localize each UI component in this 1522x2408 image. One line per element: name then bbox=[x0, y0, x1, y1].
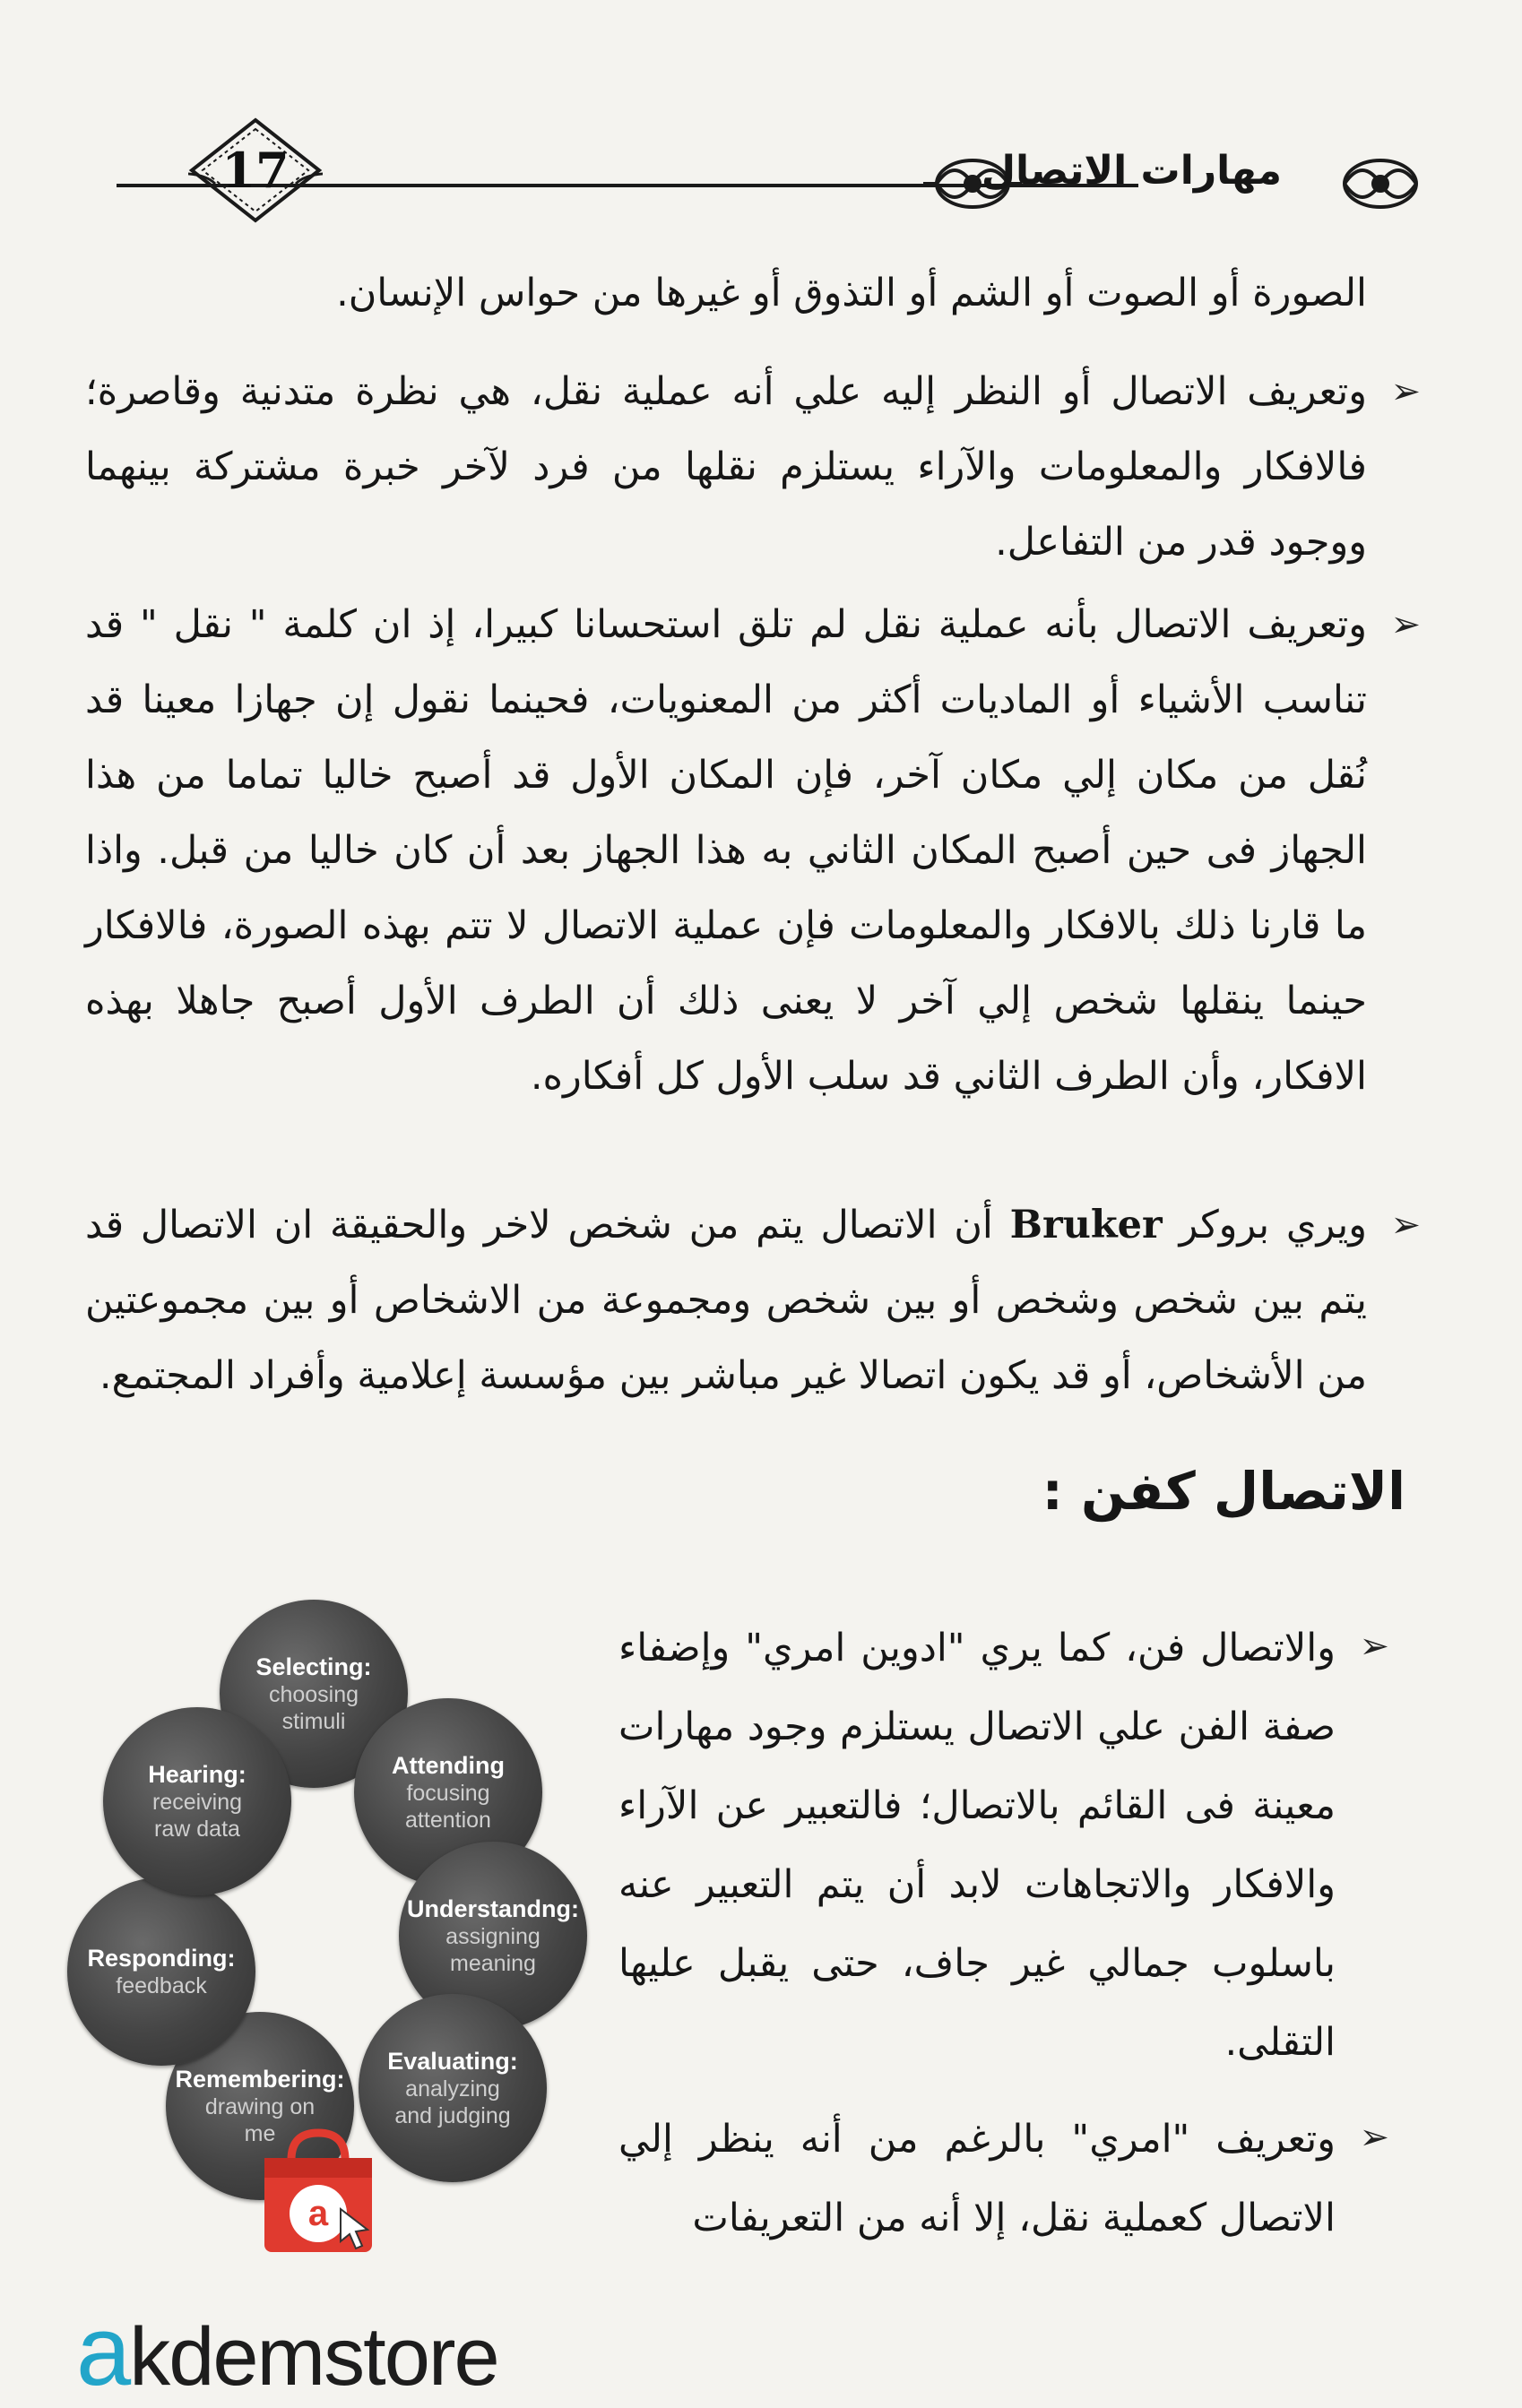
page-header bbox=[90, 99, 1452, 233]
paragraph-3 bbox=[85, 1187, 1421, 1413]
page-number: 17 bbox=[221, 142, 290, 199]
arrow-bullet-icon: ➢ bbox=[1359, 1626, 1389, 1667]
diagram-node-evaluating: Evaluating: analyzing and judging bbox=[359, 1994, 547, 2182]
latin-name: Bruker bbox=[1009, 1203, 1163, 1247]
section-heading: الاتصال كفن : bbox=[1042, 1461, 1405, 1522]
intro-line: الصورة أو الصوت أو الشم أو التذوق أو غيرها من حواس الإنسان. bbox=[336, 271, 1367, 315]
svg-text:a: a bbox=[307, 2194, 329, 2233]
ornament-icon bbox=[1331, 148, 1430, 220]
paragraph-1 bbox=[85, 354, 1421, 580]
arrow-bullet-icon: ➢ bbox=[1390, 371, 1421, 412]
arrow-bullet-icon: ➢ bbox=[1359, 2117, 1389, 2158]
store-bag-icon bbox=[251, 2124, 385, 2258]
paragraph-2 bbox=[85, 587, 1421, 1114]
listening-cycle-diagram bbox=[54, 1595, 627, 2205]
diagram-node-responding: Responding: feedback bbox=[67, 1877, 255, 2066]
diagram-node-hearing: Hearing: receiving raw data bbox=[103, 1707, 291, 1895]
store-wordmark: akdemstore bbox=[76, 2296, 498, 2406]
paragraph-text: ويري بروكر bbox=[1179, 1203, 1367, 1247]
arrow-bullet-icon: ➢ bbox=[1390, 604, 1421, 645]
diagram-node-attending: Attending focusing attention bbox=[354, 1698, 542, 1886]
arrow-bullet-icon: ➢ bbox=[1390, 1204, 1421, 1246]
body-text bbox=[85, 255, 1412, 331]
paragraph-4 bbox=[618, 1609, 1389, 2082]
page-number-frame bbox=[188, 117, 323, 224]
diagram-node-understanding: Understandng: assigning meaning bbox=[399, 1842, 587, 2030]
paragraph-text: والاتصال فن، كما يري "ادوين امري" وإضفاء صفة الفن علي الاتصال يستلزم وجود مهارات معينة فى القائم بالاتصال؛ فالتعبير عن الآراء والافكار والاتجاهات لابد أن يتم التعبير عنه باسلوب جمالي غير جاف، حتى يقبل عليها التقلى. bbox=[618, 1626, 1336, 2065]
paragraph-text: وتعريف الاتصال بأنه عملية نقل لم تلق استحسانا كبيرا، إذ ان كلمة " نقل " قد تناسب الأشياء أو الماديات أكثر من المعنويات، فحينما نقول إن جهازا معينا قد نُقل من مكان إلي مكان آخر، فإن المكان الأول قد أصبح خاليا تماما من هذا الجهاز فى حين أصبح المكان الثاني به هذا الجهاز بعد أن كان خاليا من قبل. واذا ما قارنا ذلك بالافكار والمعلومات فإن عملية الاتصال لا تتم بهذه الصورة، فالافكار حينما ينقلها شخص إلي آخر لا يعنى ذلك أن الطرف الأول أصبح جاهلا بهذه الافكار، وأن الطرف الثاني قد سلب الأول كل أفكاره. bbox=[85, 602, 1367, 1099]
paragraph-text: وتعريف "امري" بالرغم من أنه ينظر إلي الاتصال كعملية نقل، إلا أنه من التعريفات bbox=[618, 2117, 1336, 2240]
paragraph-5 bbox=[618, 2100, 1389, 2257]
store-watermark bbox=[76, 2115, 578, 2406]
paragraph-text: أن الاتصال يتم من شخص لاخر والحقيقة ان الاتصال قد يتم بين شخص وشخص أو بين شخص ومجموعة من الاشخاص أو بين مجموعتين من الأشخاص، أو قد يكون اتصالا غير مباشر بين مؤسسة إعلامية وأفراد المجتمع. bbox=[85, 1203, 1367, 1398]
paragraph-text: وتعريف الاتصال أو النظر إليه علي أنه عملية نقل، هي نظرة متدنية وقاصرة؛ فالافكار والمعلومات والآراء يستلزم نقلها من فرد لآخر خبرة مشتركة بينهما ووجود قدر من التفاعل. bbox=[85, 369, 1367, 565]
diagram-node-remembering: Remembering: drawing on me bbox=[166, 2012, 354, 2200]
diagram-node-selecting: Selecting: choosing stimuli bbox=[220, 1600, 408, 1788]
running-title: مهارات الاتصال bbox=[981, 148, 1282, 194]
right-column-text bbox=[618, 1609, 1389, 2257]
